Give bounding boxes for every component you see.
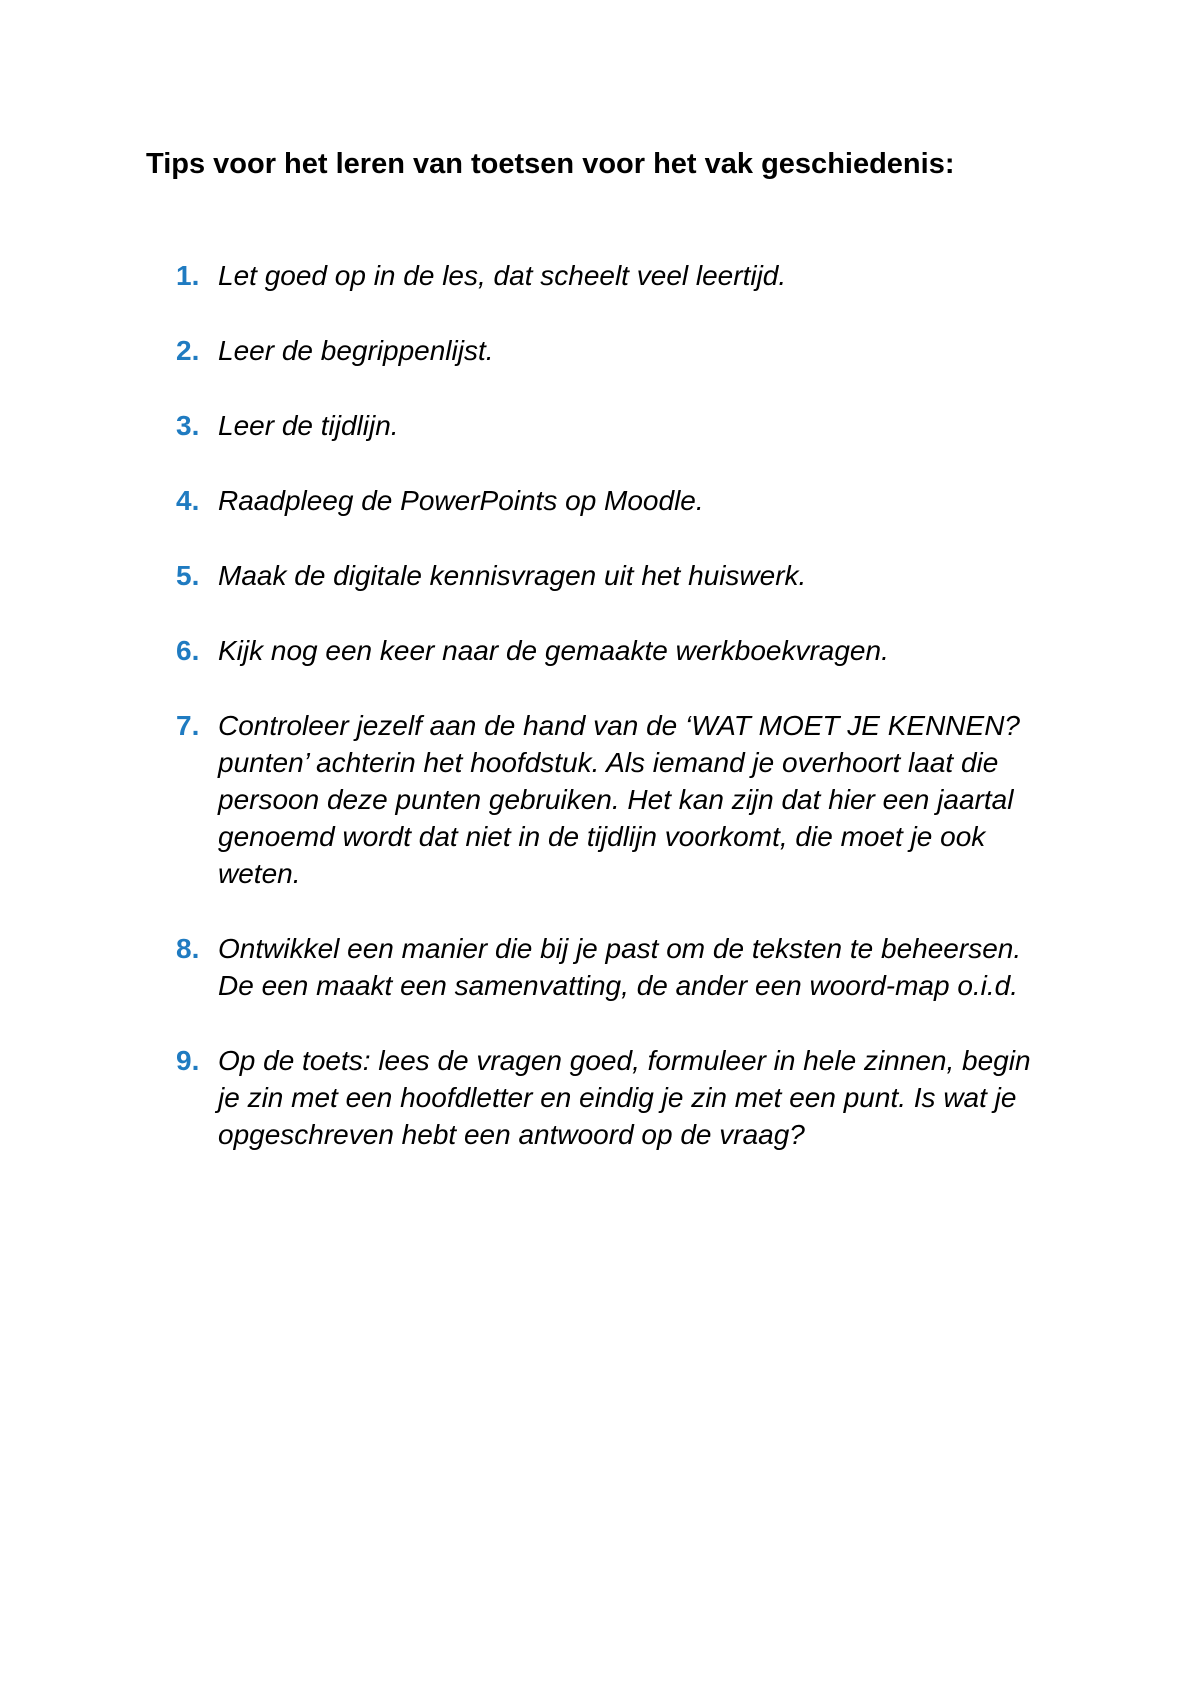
list-item [176, 930, 1056, 1004]
list-item-number: 6. [176, 635, 200, 666]
list-item-text: Kijk nog een keer naar de gemaakte werkboekvragen. [218, 635, 889, 666]
list-item [176, 332, 1056, 369]
list-item [176, 407, 1056, 444]
list-item [176, 707, 1056, 892]
page-title: Tips voor het leren van toetsen voor het vak geschiedenis: [146, 148, 955, 180]
list-item-number: 1. [176, 260, 200, 291]
list-item [176, 1042, 1056, 1153]
list-item-text: Leer de tijdlijn. [218, 410, 399, 441]
list-item-text: Ontwikkel een manier die bij je past om de teksten te beheersen. De een maakt een samenvatting, de ander een woord-map o.i.d. [218, 933, 1022, 1001]
list-item-number: 4. [176, 485, 200, 516]
list-item-text: Controleer jezelf aan de hand van de ‘WAT MOET JE KENNEN? punten’ achterin het hoofdstuk. Als iemand je overhoort laat die persoon deze punten gebruiken. Het kan zijn dat hier een jaartal genoemd wordt dat niet in de tijdlijn voorkomt, die moet je ook weten. [218, 710, 1020, 889]
list-item-text: Let goed op in de les, dat scheelt veel leertijd. [218, 260, 787, 291]
list-item-text: Maak de digitale kennisvragen uit het huiswerk. [218, 560, 807, 591]
list-item-text: Leer de begrippenlijst. [218, 335, 494, 366]
list-item [176, 482, 1056, 519]
list-item [176, 557, 1056, 594]
tips-list [176, 257, 1056, 1191]
list-item [176, 632, 1056, 669]
list-item-number: 2. [176, 335, 200, 366]
list-item-number: 3. [176, 410, 200, 441]
list-item-number: 9. [176, 1045, 200, 1076]
list-item-text: Op de toets: lees de vragen goed, formuleer in hele zinnen, begin je zin met een hoofdletter en eindig je zin met een punt. Is wat je opgeschreven hebt een antwoord op de vraag? [218, 1045, 1031, 1150]
list-item [176, 257, 1056, 294]
list-item-number: 5. [176, 560, 200, 591]
list-item-number: 7. [176, 710, 200, 741]
list-item-text: Raadpleeg de PowerPoints op Moodle. [218, 485, 704, 516]
list-item-number: 8. [176, 933, 200, 964]
